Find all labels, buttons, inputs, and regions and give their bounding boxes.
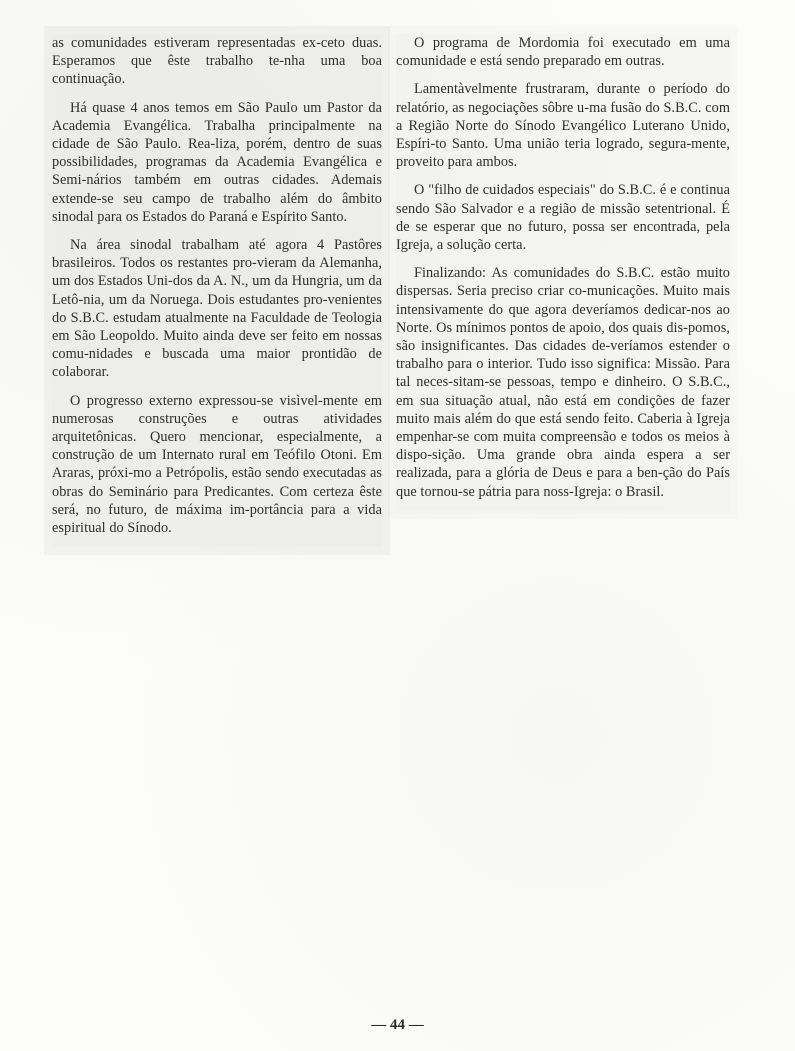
page-number: — 44 —: [371, 1017, 424, 1033]
right-paragraph-1: O programa de Mordomia foi executado em uma comunidade e está sendo preparado em outras.: [396, 35, 730, 70]
left-paragraph-1: as comunidades estiveram representadas ex-ceto duas. Esperamos que êste trabalho te-nha uma boa continuação.: [52, 35, 382, 88]
left-paragraph-4: O progresso externo expressou-se visìvel-mente em numerosas construções e outras atividades arquitetônicas. Quero mencionar, especialmente, a construção de um Internato rural em Teófilo Otoni. Em Araras, próxi-mo a Petrópolis, estão sendo executadas as obras do Seminário para Predicantes. Com certeza êste será, no futuro, de máxima im-portância para a vida espiritual do Sínodo.: [52, 392, 382, 537]
right-paragraph-4: Finalizando: As comunidades do S.B.C. estão muito dispersas. Seria preciso criar co-municações. Muito mais intensivamente do que agora deveríamos dedicar-nos ao Norte. Os mínimos pontos de apoio, dos quais dis-pomos, são insignificantes. Das cidades de-veríamos estender o trabalho para o interior. Tudo isso significa: Missão. Para tal neces-sitam-se pessoas, tempo e dinheiro. O S.B.C., em sua situação atual, não está em condições de fazer muito mais além do que está sendo feito. Caberia à Igreja empenhar-se com muita compreensão e todos os meios à dispo-sição. Uma grande obra ainda espera a ser realizada, para a glória de Deus e para a ben-ção do País que tornou-se pátria para noss-Igreja: o Brasil.: [396, 265, 730, 500]
left-paragraph-3: Na área sinodal trabalham até agora 4 Pastôres brasileiros. Todos os restantes pro-vieram da Alemanha, um dos Estados Uni-dos da A. N., um da Hungria, um da Letô-nia, um da Noruega. Dois estudantes pro-venientes do S.B.C. estudam atualmente na Faculdade de Teologia em São Leopoldo. Muito ainda deve ser feito em nossas comu-nidades e buscada uma maior prontidão de colaborar.: [52, 237, 382, 381]
right-paragraph-3: O "filho de cuidados especiais" do S.B.C. é e continua sendo São Salvador e a região de missão setentrional. É de se esperar que no futuro, possa ser encontrada, pela Igreja, a solução certa.: [396, 182, 730, 254]
right-column: [396, 34, 730, 511]
left-paragraph-2: Há quase 4 anos temos em São Paulo um Pastor da Academia Evangélica. Trabalha principalmente na cidade de São Paulo. Rea-liza, porém, dentro de suas possibilidades, programas da Academia Evangélica e Semi-nários também em outras cidades. Ademais extende-se seu campo de trabalho além do âmbito sinodal para os Estados do Paraná e Espírito Santo.: [52, 99, 382, 225]
right-paragraph-2: Lamentàvelmente frustraram, durante o período do relatório, as negociações sôbre u-ma fusão do S.B.C. com a Região Norte do Sínodo Evangélico Luterano Unido, Espíri-to Santo. Uma união teria logrado, segura-mente, proveito para ambos.: [396, 81, 730, 171]
left-column: [52, 34, 382, 547]
